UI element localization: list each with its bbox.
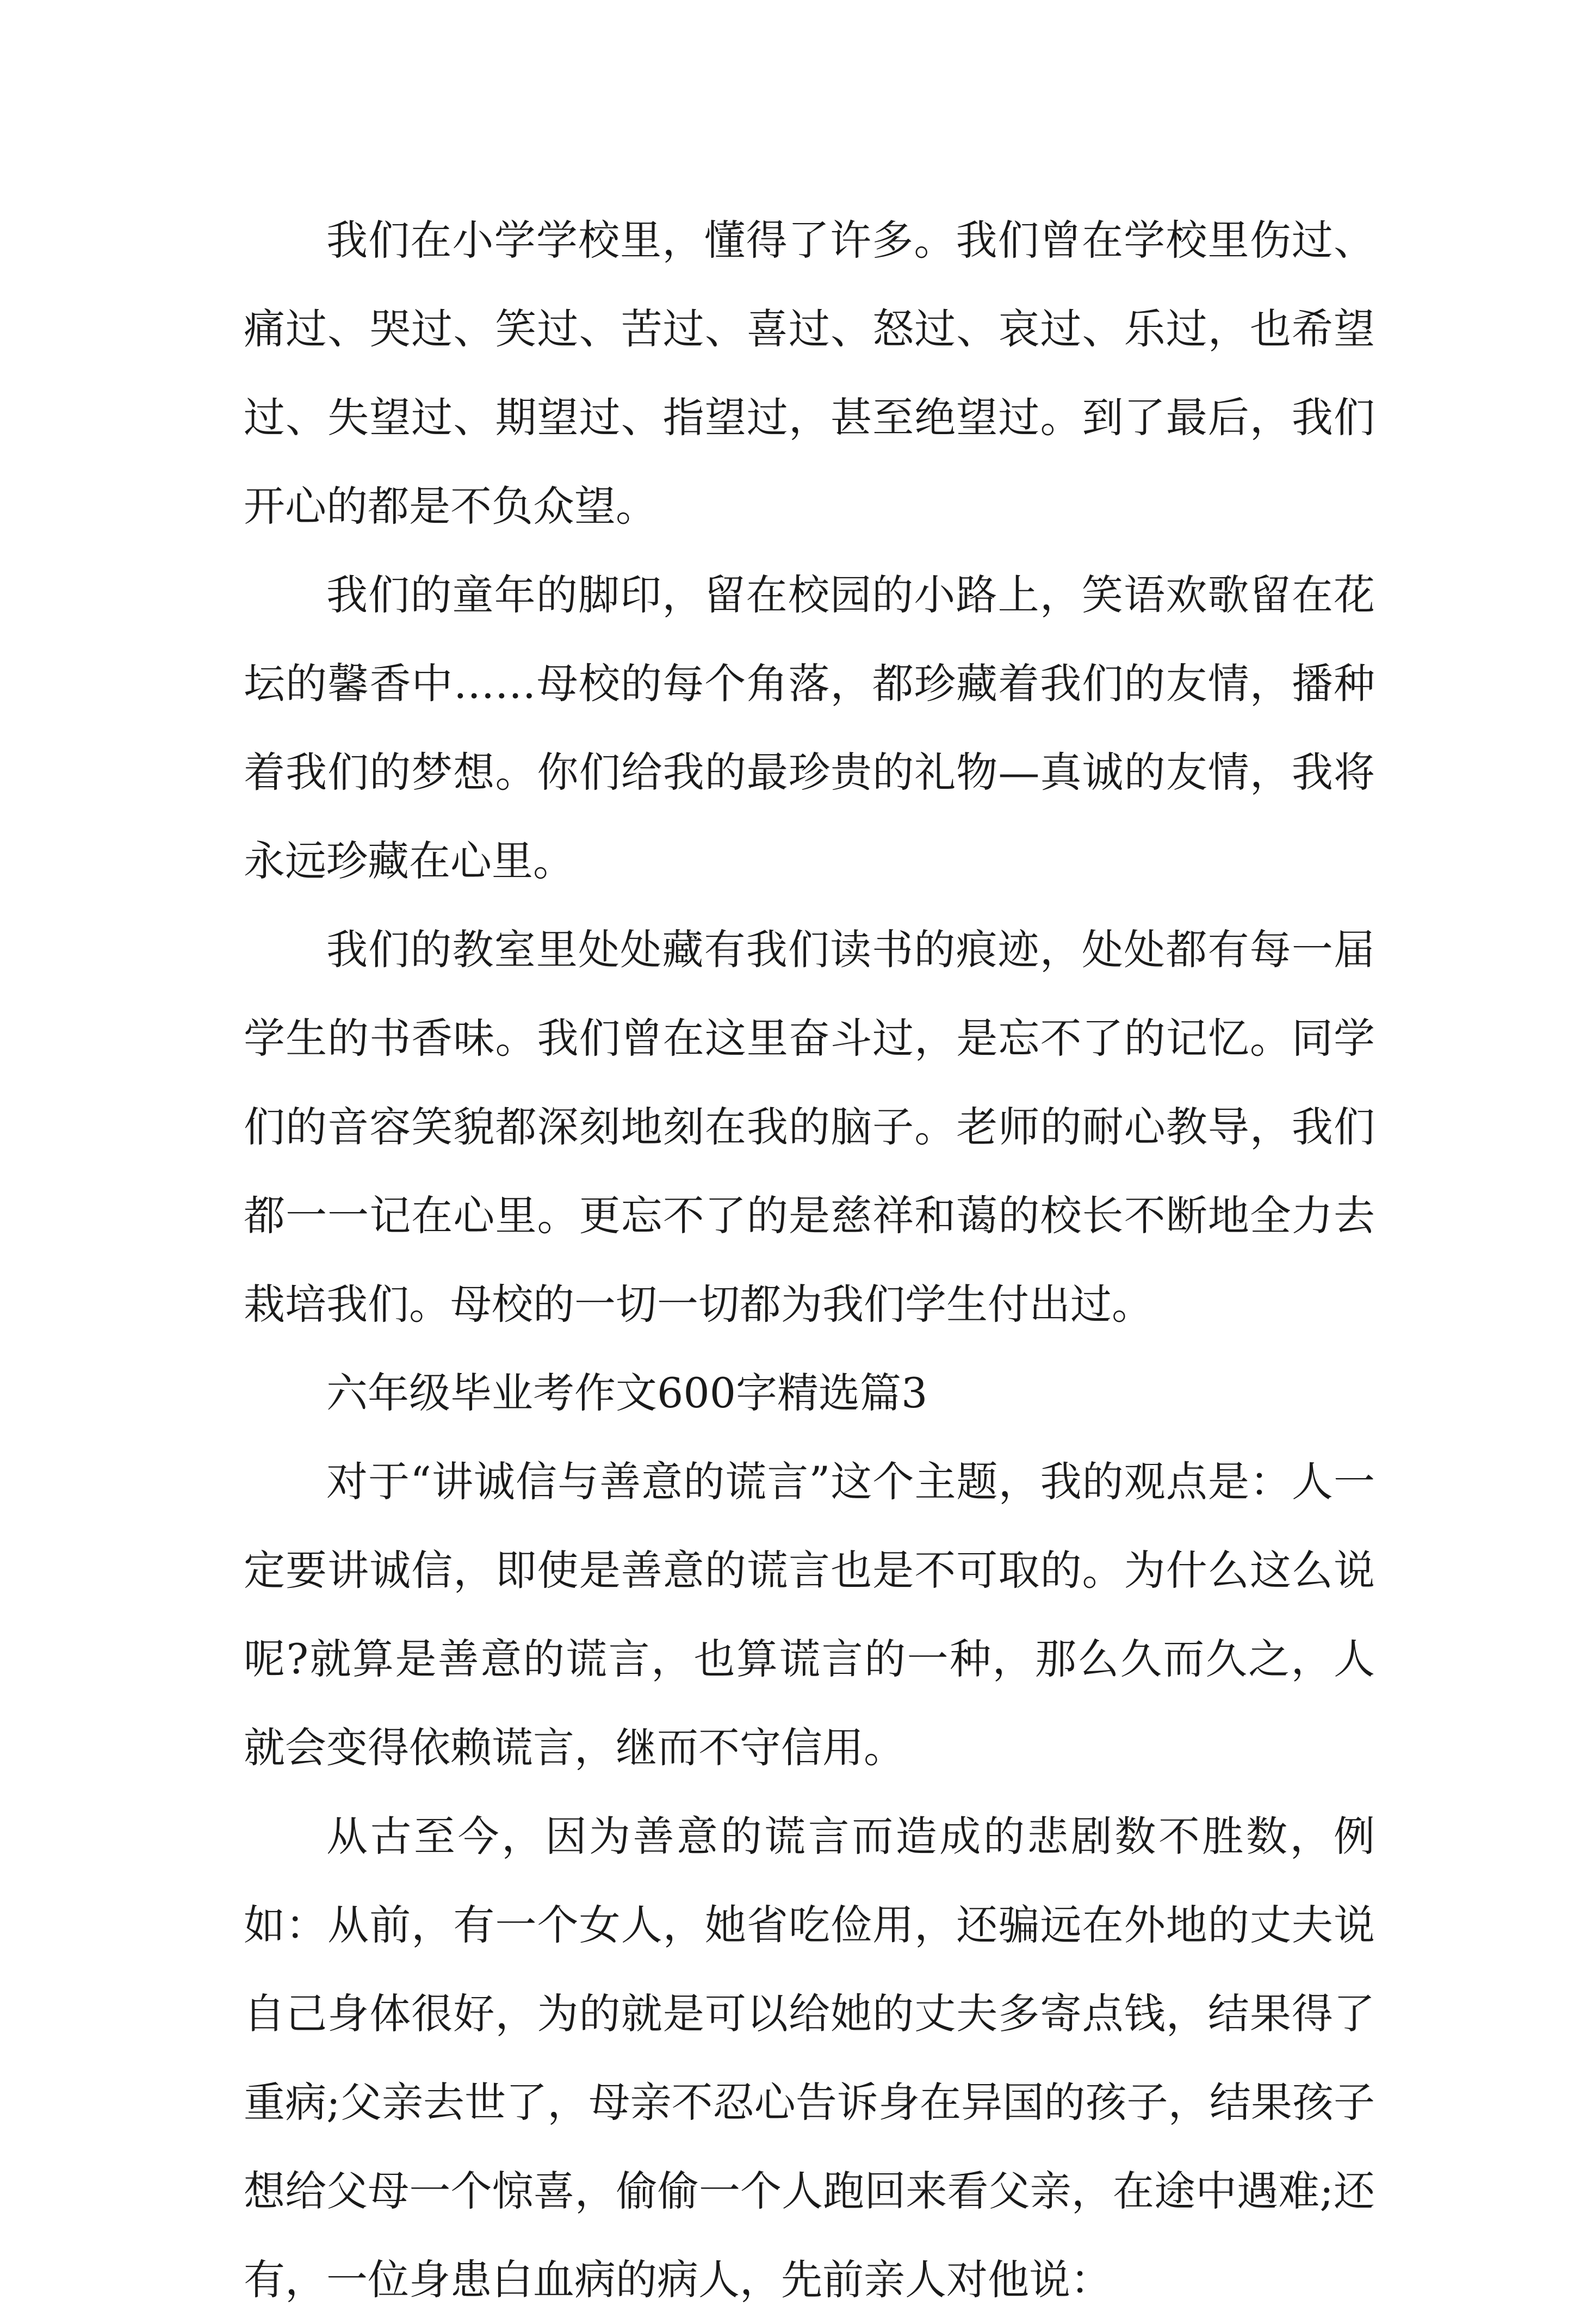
paragraph-1: 我们在小学学校里，懂得了许多。我们曾在学校里伤过、痛过、哭过、笑过、苦过、喜过、怒过、哀过、乐过，也希望过、失望过、期望过、指望过，甚至绝望过。到了最后，我们开心的都是不负众望。 [244, 216, 1375, 530]
section-title: 六年级毕业考作文600字精选篇3 [326, 1369, 928, 1417]
document-body [244, 196, 1375, 2324]
paragraph-5: 从古至今，因为善意的谎言而造成的悲剧数不胜数，例如：从前，有一个女人，她省吃俭用，还骗远在外地的丈夫说自己身体很好，为的就是可以给她的丈夫多寄点钱，结果得了重病;父亲去世了，母亲不忍心告诉身在异国的孩子，结果孩子想给父母一个惊喜，偷偷一个人跑回来看父亲，在途中遇难;还有，一位身患白血病的病人，先前亲人对他说： [244, 1812, 1375, 2304]
paragraph-2: 我们的童年的脚印，留在校园的小路上，笑语欢歌留在花坛的馨香中……母校的每个角落，都珍藏着我们的友情，播种着我们的梦想。你们给我的最珍贵的礼物—真诚的友情，我将永远珍藏在心里。 [244, 571, 1375, 885]
paragraph-3: 我们的教室里处处藏有我们读书的痕迹，处处都有每一届学生的书香味。我们曾在这里奋斗过，是忘不了的记忆。同学们的音容笑貌都深刻地刻在我的脑子。老师的耐心教导，我们都一一记在心里。更忘不了的是慈祥和蔼的校长不断地全力去栽培我们。母校的一切一切都为我们学生付出过。 [244, 925, 1375, 1328]
paragraph-4: 对于“讲诚信与善意的谎言”这个主题，我的观点是：人一定要讲诚信，即使是善意的谎言也是不可取的。为什么这么说呢?就算是善意的谎言，也算谎言的一种，那么久而久之，人就会变得依赖谎言，继而不守信用。 [244, 1457, 1375, 1772]
